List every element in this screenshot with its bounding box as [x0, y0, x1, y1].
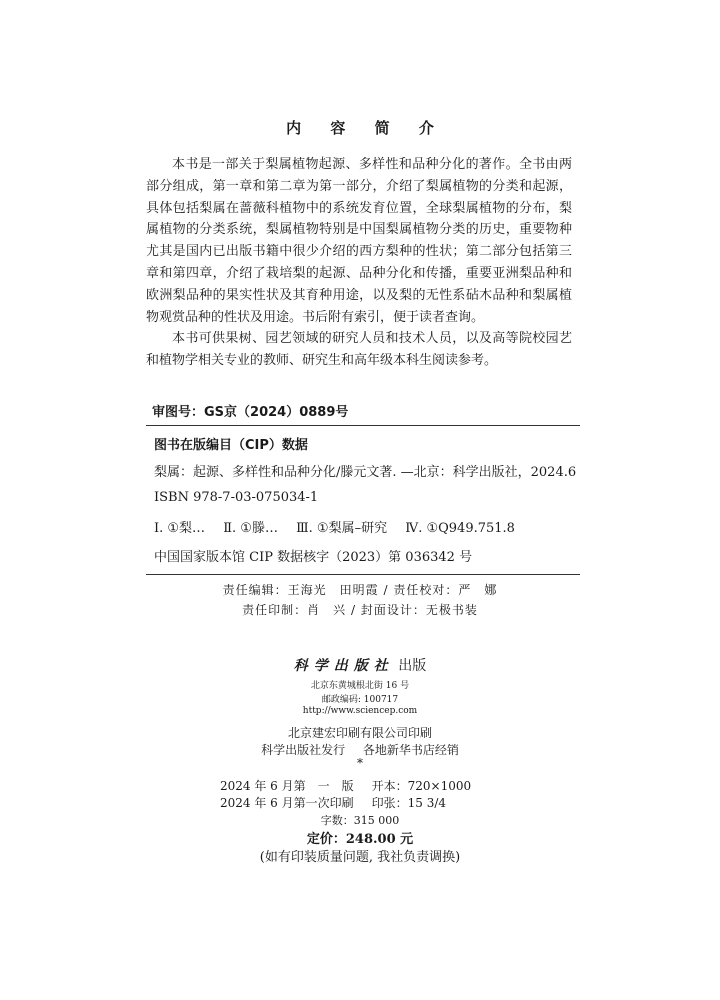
summary-paragraph: 本书可供果树、园艺领域的研究人员和技术人员，以及高等院校园艺和植物学相关专业的教师、研究生和高年级本科生阅读参考。	[146, 331, 572, 369]
cip-subject: Ⅳ. ①Q949.751.8	[405, 521, 515, 536]
publisher-logo: 科学出版社	[293, 658, 394, 674]
sheets-info: 印张：15 3/4	[371, 796, 447, 810]
summary-section	[146, 154, 572, 372]
separator-star: *	[357, 756, 363, 770]
quality-notice: (如有印装质量问题, 我社负责调换)	[259, 850, 461, 865]
publisher-line	[0, 655, 720, 675]
format-info: 开本：720×1000	[371, 779, 472, 793]
cip-subject: Ⅱ. ①滕…	[223, 521, 278, 536]
edition-info: 2024 年 6 月第 一 版	[220, 779, 354, 793]
cip-title-line: 梨属：起源、多样性和品种分化/滕元文著. —北京：科学出版社，2024.6	[154, 465, 577, 480]
page-title: 内 容 简 介	[286, 119, 446, 137]
cip-subject: Ⅰ. ①梨…	[154, 521, 206, 536]
edition-line	[220, 777, 471, 794]
map-review-number: 审图号：GS京（2024）0889号	[152, 405, 349, 420]
cip-heading: 图书在版编目（CIP）数据	[154, 438, 308, 453]
editor-credits: 责任编辑：王海光 田明霞 / 责任校对：严 娜	[222, 583, 498, 597]
cip-check-number: 中国国家版本馆 CIP 数据核字（2023）第 036342 号	[154, 550, 473, 565]
isbn: ISBN 978-7-03-075034-1	[154, 490, 319, 505]
publisher-address: 北京东黄城根北街 16 号	[310, 681, 410, 691]
seller: 各地新华书店经销	[362, 743, 459, 757]
printing-line	[220, 794, 446, 811]
postal-code: 邮政编码: 100717	[321, 695, 399, 705]
publisher-website: http://www.sciencep.com	[302, 706, 418, 716]
word-count: 字数：315 000	[320, 814, 400, 827]
printing-info: 2024 年 6 月第一次印刷	[220, 796, 354, 810]
publisher-suffix: 出版	[398, 658, 427, 674]
cip-subjects	[154, 517, 515, 536]
price: 定价：248.00 元	[306, 832, 414, 847]
summary-paragraph: 本书是一部关于梨属植物起源、多样性和品种分化的著作。全书由两部分组成，第一章和第二章为第一部分，介绍了梨属植物的分类和起源，具体包括梨属在蔷薇科植物中的系统发育位置，全球梨属植物的分布，梨属植物的分类系统，梨属植物特别是中国梨属植物分类的历史，重要物种尤其是国内已出版书籍中很少介绍的西方梨种的性状；第二部分包括第三章和第四章，介绍了栽培梨的起源、品种分化和传播，重要亚洲梨品种和欧洲梨品种的果实性状及其育种用途，以及梨的无性系砧木品种和梨属植物观赏品种的性状及用途。书后附有索引，便于读者查询。	[146, 157, 572, 325]
divider	[146, 574, 580, 575]
printer: 北京建宏印刷有限公司印刷	[287, 726, 432, 740]
distributor: 科学出版社发行	[261, 743, 346, 757]
production-credits: 责任印制：肖 兴 / 封面设计：无极书装	[242, 603, 478, 617]
cip-subject: Ⅲ. ①梨属–研究	[296, 521, 388, 536]
divider	[146, 425, 580, 426]
